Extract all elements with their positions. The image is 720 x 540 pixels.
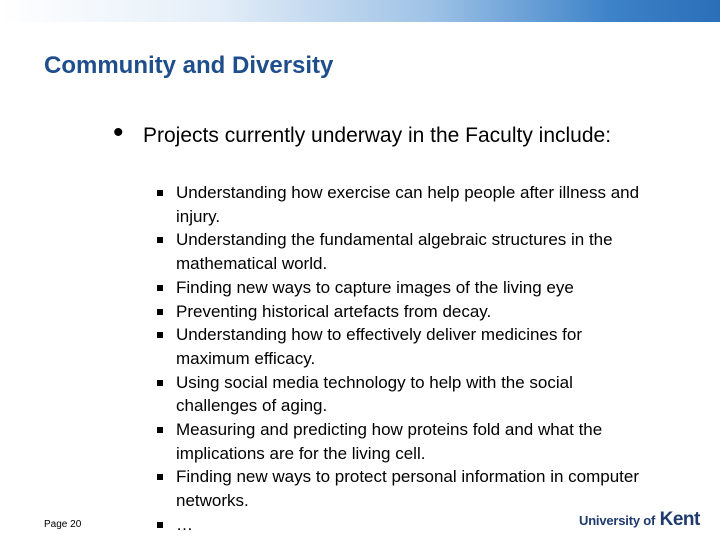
list-item-text: Finding new ways to protect personal information in computer networks. — [176, 467, 640, 511]
list-item-text: Using social media technology to help with the social challenges of aging. — [176, 372, 573, 416]
slide-title: Community and Diversity — [44, 52, 334, 79]
square-bullet-icon — [157, 285, 163, 291]
logo-name-text: Kent — [659, 509, 700, 530]
square-bullet-icon — [157, 427, 163, 433]
list-item-text: Finding new ways to capture images of the living eye — [176, 277, 574, 297]
main-bullet-dot: • — [113, 116, 124, 149]
square-bullet-icon — [157, 380, 163, 386]
square-bullet-icon — [157, 474, 163, 480]
list-item-text: Preventing historical artefacts from decay. — [176, 301, 492, 321]
list-item-text: Understanding how to effectively deliver medicines for maximum efficacy. — [176, 325, 583, 368]
square-bullet-icon — [157, 190, 163, 196]
list-item-text: Understanding how exercise can help people after illness and injury. — [176, 183, 640, 226]
main-bullet-text: Projects currently underway in the Faculty include: — [143, 124, 612, 147]
list-item-text: … — [176, 514, 193, 534]
project-list — [155, 181, 655, 537]
list-item-text: Understanding the fundamental algebraic structures in the mathematical world. — [176, 230, 613, 274]
list-item — [155, 418, 655, 465]
page-number: Page 20 — [44, 519, 82, 530]
list-item — [155, 276, 655, 300]
list-item — [155, 300, 655, 324]
square-bullet-icon — [157, 522, 163, 528]
list-item — [155, 228, 655, 275]
list-item-text: Measuring and predicting how proteins fold and what the implications are for the living cell. — [176, 420, 603, 463]
square-bullet-icon — [157, 237, 163, 243]
university-logo — [579, 509, 700, 531]
list-item — [155, 323, 655, 370]
list-item — [155, 371, 655, 418]
logo-prefix-text: University of — [579, 513, 656, 528]
square-bullet-icon — [157, 309, 163, 315]
header-gradient-bar — [0, 0, 720, 22]
square-bullet-icon — [157, 332, 163, 338]
list-item — [155, 181, 655, 228]
list-item — [155, 465, 655, 512]
